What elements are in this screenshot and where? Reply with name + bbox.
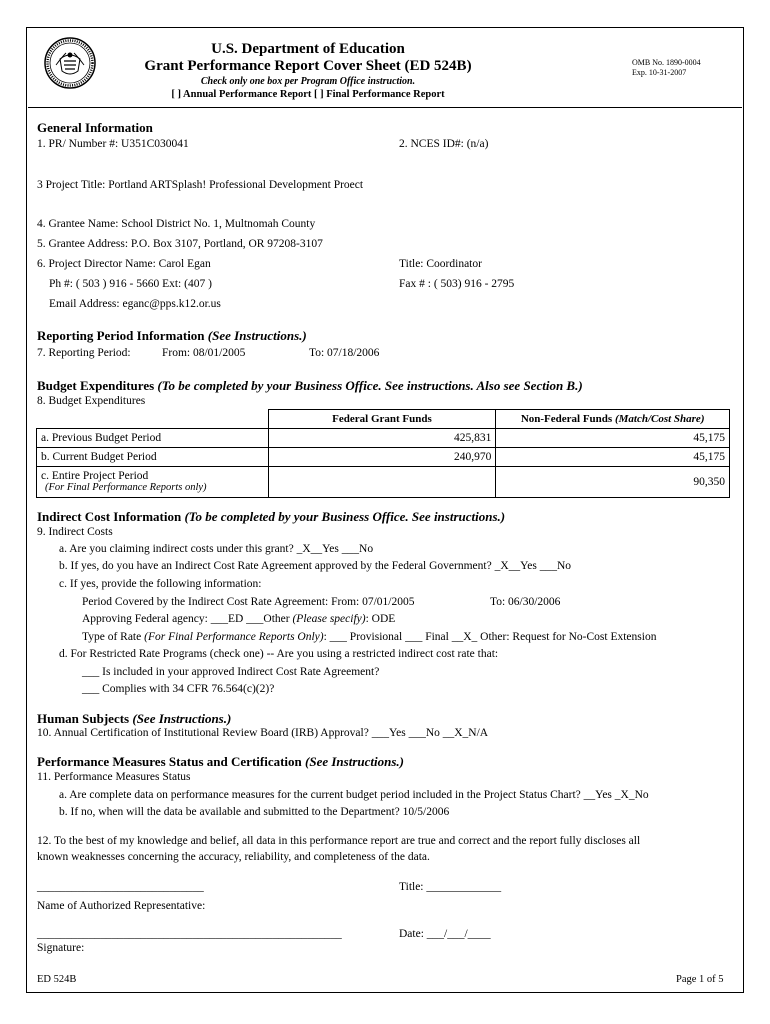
human-heading-note: (See Instructions.) (132, 711, 232, 726)
federal-value[interactable]: 425,831 (268, 428, 496, 447)
row-label-text: c. Entire Project Period (41, 469, 149, 482)
indirect-heading-note: (To be completed by your Business Office. See instructions.) (184, 509, 506, 524)
approving-agency-field[interactable] (82, 613, 395, 625)
budget-label: 8. Budget Expenditures (37, 395, 146, 407)
indirect-q-c: c. If yes, provide the following information: (59, 578, 262, 590)
row-label: b. Current Budget Period (37, 447, 269, 466)
budget-heading-text: Budget Expenditures (37, 378, 155, 393)
rate-type-note: (For Final Performance Reports Only) (144, 631, 324, 643)
performance-heading (37, 754, 404, 770)
phone-field[interactable]: Ph #: ( 503 ) 916 - 5660 Ext: (407 ) (49, 278, 212, 290)
performance-heading-text: Performance Measures Status and Certification (37, 754, 302, 769)
indirect-q-d: d. For Restricted Rate Programs (check one) -- Are you using a restricted indirect cost rate that: (59, 648, 499, 660)
project-director-field[interactable]: 6. Project Director Name: Carol Egan (37, 258, 211, 270)
form-id: ED 524B (37, 974, 77, 985)
budget-table (36, 409, 730, 498)
reporting-from-field[interactable]: From: 08/01/2005 (162, 347, 246, 359)
table-row (37, 447, 730, 466)
instruction-text: Check only one box per Program Office instruction. (200, 76, 416, 87)
grantee-name-field[interactable]: 4. Grantee Name: School District No. 1, Multnomah County (37, 218, 316, 230)
performance-heading-note: (See Instructions.) (305, 754, 404, 769)
performance-q-a[interactable]: a. Are complete data on performance measures for the current budget period included in the Project Status Chart? __Yes _X_No (59, 789, 649, 801)
signature-date-field[interactable]: Date: ___/___/____ (399, 928, 491, 940)
email-field[interactable]: Email Address: eganc@pps.k12.or.us (49, 298, 221, 310)
representative-name-line[interactable]: _____________________________ (37, 881, 204, 893)
federal-value[interactable]: 240,970 (268, 447, 496, 466)
indirect-heading (37, 509, 505, 525)
table-row (37, 466, 730, 497)
federal-funds-header: Federal Grant Funds (268, 410, 496, 429)
indirect-q-a[interactable]: a. Are you claiming indirect costs under this grant? _X__Yes ___No (59, 543, 374, 555)
reporting-period-label: 7. Reporting Period: (37, 347, 131, 359)
row-label (37, 466, 269, 497)
page-number: Page 1 of 5 (676, 974, 724, 985)
grantee-address-field[interactable]: 5. Grantee Address: P.O. Box 3107, Portland, OR 97208-3107 (37, 238, 323, 250)
form-title: Grant Performance Report Cover Sheet (ED 524B) (144, 58, 472, 74)
agency-note: (Please specify) (292, 613, 366, 625)
table-row (37, 428, 730, 447)
row-label-note: (For Final Performance Reports only) (45, 481, 207, 493)
director-title-field[interactable]: Title: Coordinator (399, 258, 482, 270)
omb-expiration: Exp. 10-31-2007 (632, 68, 687, 77)
agency-value: : ODE (365, 613, 396, 625)
project-title-field[interactable]: 3 Project Title: Portland ARTSplash! Professional Development Proect (37, 179, 364, 191)
rate-type-value: : ___ Provisional ___ Final __X_ Other: Request for No-Cost Extension (323, 631, 657, 643)
indirect-label: 9. Indirect Costs (37, 526, 113, 538)
performance-label: 11. Performance Measures Status (37, 771, 191, 783)
row-label: a. Previous Budget Period (37, 428, 269, 447)
nonfederal-value[interactable]: 45,175 (496, 428, 730, 447)
representative-name-label: Name of Authorized Representative: (37, 900, 206, 912)
agency-name: U.S. Department of Education (211, 41, 405, 57)
human-subjects-heading (37, 711, 231, 727)
performance-q-b[interactable]: b. If no, when will the data be available and submitted to the Department? 10/5/2006 (59, 806, 450, 818)
reporting-heading-text: Reporting Period Information (37, 328, 205, 343)
budget-heading (37, 378, 583, 394)
signer-title-field[interactable]: Title: _____________ (399, 881, 502, 893)
agency-text: Approving Federal agency: ___ED ___Other (82, 613, 293, 625)
certification-text-2: known weaknesses concerning the accuracy, reliability, and completeness of the data. (37, 851, 430, 863)
signature-line[interactable]: _____________________________________________________ (37, 928, 342, 940)
omb-number: OMB No. 1890-0004 (632, 58, 701, 67)
budget-header-blank (37, 410, 269, 429)
federal-value[interactable] (268, 466, 496, 497)
omb-info (632, 58, 701, 78)
rate-period-from[interactable]: Period Covered by the Indirect Cost Rate Agreement: From: 07/01/2005 (82, 596, 415, 608)
reporting-heading (37, 328, 307, 344)
irb-approval-field[interactable]: 10. Annual Certification of Institutional Review Board (IRB) Approval? ___Yes ___No __X_N/A (37, 727, 489, 739)
nonfederal-header-text: Non-Federal Funds (520, 412, 613, 425)
budget-header-row (37, 410, 730, 429)
signature-label: Signature: (37, 942, 85, 954)
rate-period-to[interactable]: To: 06/30/2006 (490, 596, 561, 608)
human-heading-text: Human Subjects (37, 711, 130, 726)
reporting-to-field[interactable]: To: 07/18/2006 (309, 347, 380, 359)
certification-text-1: 12. To the best of my knowledge and belief, all data in this performance report are true and correct and the report fully discloses all (37, 835, 641, 847)
rate-type-field[interactable] (82, 631, 656, 643)
nonfederal-value[interactable]: 45,175 (496, 447, 730, 466)
rate-type-text: Type of Rate (82, 631, 145, 643)
reporting-heading-note: (See Instructions.) (207, 328, 307, 343)
restricted-option-1[interactable]: ___ Is included in your approved Indirect Cost Rate Agreement? (82, 666, 380, 678)
fax-field[interactable]: Fax # : ( 503) 916 - 2795 (399, 278, 515, 290)
general-heading: General Information (37, 120, 153, 135)
header-rule (28, 107, 742, 108)
nonfederal-funds-header (496, 410, 730, 429)
nonfederal-header-note: (Match/Cost Share) (614, 412, 705, 425)
indirect-q-b[interactable]: b. If yes, do you have an Indirect Cost Rate Agreement approved by the Federal Government? _X__Yes ___No (59, 560, 572, 572)
pr-number-field[interactable]: 1. PR/ Number #: U351C030041 (37, 138, 189, 150)
indirect-heading-text: Indirect Cost Information (37, 509, 182, 524)
nces-id-field[interactable]: 2. NCES ID#: (n/a) (399, 138, 489, 150)
nonfederal-value[interactable]: 90,350 (496, 466, 730, 497)
budget-heading-note: (To be completed by your Business Office. See instructions. Also see Section B.) (157, 378, 583, 393)
report-type-options[interactable]: [ ] Annual Performance Report [ ] Final Performance Report (171, 89, 445, 100)
restricted-option-2[interactable]: ___ Complies with 34 CFR 76.564(c)(2)? (82, 683, 275, 695)
